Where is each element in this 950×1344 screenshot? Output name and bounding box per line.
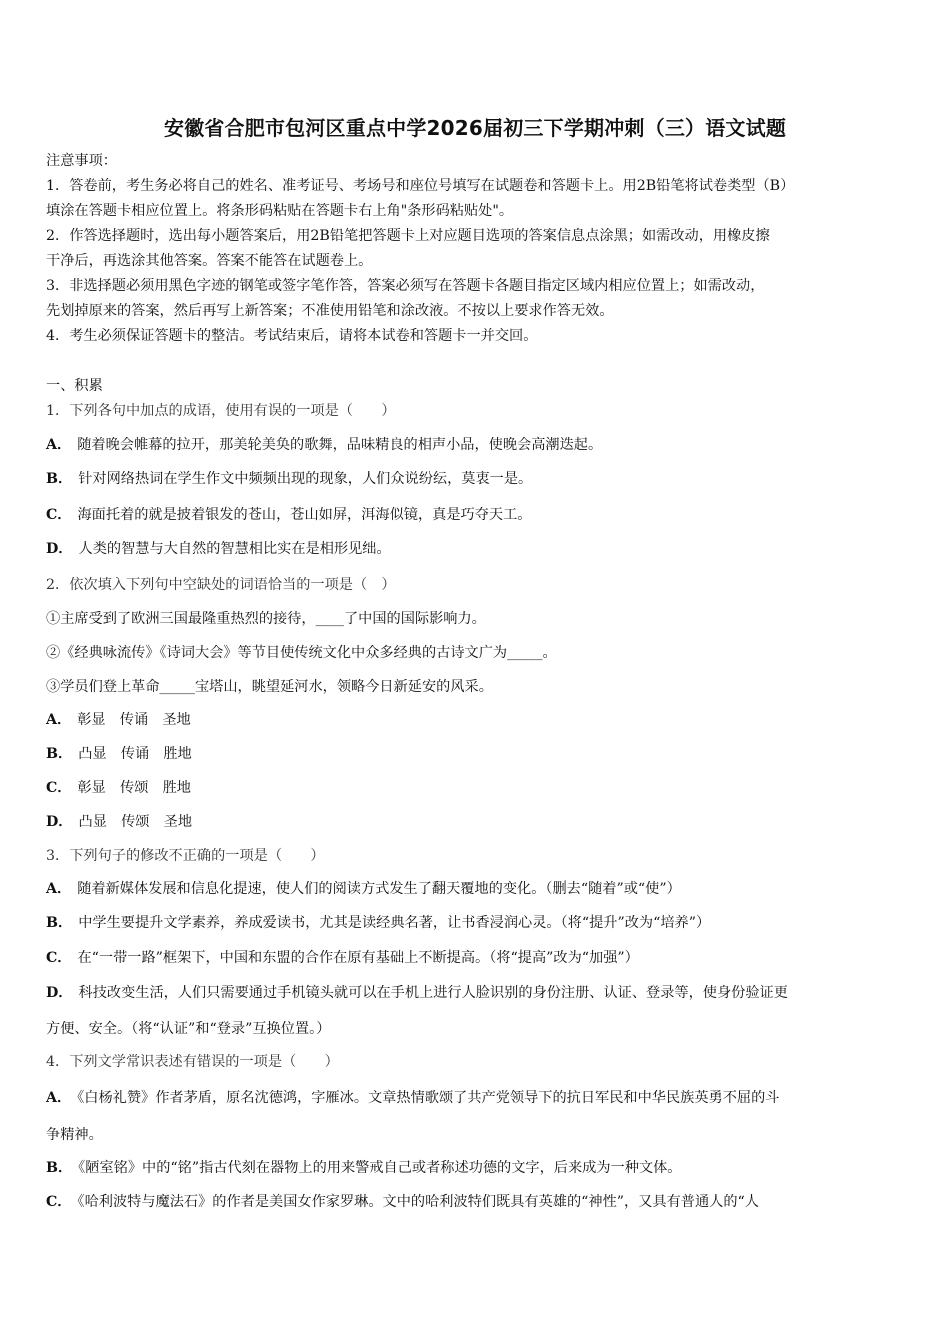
option-label: B． [46,915,73,931]
option-label: C． [46,780,72,796]
question-4-option-a [46,1088,779,1108]
question-3-option-d [46,983,788,1003]
option-label: A． [46,1090,72,1106]
option-text: 海面托着的就是披着银发的苍山，苍山如屏，洱海似镜，真是巧夺天工。 [77,507,532,523]
option-text: 凸显 传诵 胜地 [78,746,192,762]
question-2-sentence-2: ②《经典咏流传》《诗词大会》等节目使传统文化中众多经典的古诗文广为_____。 [46,645,557,661]
option-text: 科技改变生活，人们只需要通过手机镜头就可以在手机上进行人脸识别的身份注册、认证、登录等，使身份验证更 [78,985,788,1001]
option-label: C． [46,1194,72,1210]
notice-line: 1．答卷前，考生务必将自己的姓名、准考证号、考场号和座位号填写在试题卷和答题卡上。用2B铅笔将试卷类型（B） [46,178,795,194]
question-2-option-b [46,744,192,764]
section-heading: 一、积累 [46,378,103,394]
option-text: 彰显 传诵 圣地 [77,712,191,728]
option-text: 在“一带一路”框架下，中国和东盟的合作在原有基础上不断提高。（将“提高”改为“加强”） [77,950,639,966]
option-label: B． [46,746,73,762]
option-text: 彰显 传颂 胜地 [77,780,191,796]
option-text: 《陋室铭》中的“铭”指古代刻在器物上的用来警戒自己或者称述功德的文字，后来成为一种文体。 [78,1160,682,1176]
question-1-option-a [46,435,602,455]
question-2-sentence-3: ③学员们登上革命_____宝塔山，眺望延河水，领略今日新延安的风采。 [46,679,493,695]
question-2-option-c [46,778,191,798]
question-3-option-c [46,948,639,968]
question-2-option-d [46,812,192,832]
option-label: A． [46,712,72,728]
question-2-sentence-1: ①主席受到了欧洲三国最隆重热烈的接待，____了中国的国际影响力。 [46,611,486,627]
option-text: 《哈利波特与魔法石》的作者是美国女作家罗琳。文中的哈利波特们既具有英雄的“神性”，又具有普通人的“人 [77,1194,759,1210]
option-text: 《白杨礼赞》作者茅盾，原名沈德鸿，字雁冰。文章热情歌颂了共产党领导下的抗日军民和中华民族英勇不屈的斗 [77,1090,780,1106]
option-label: C． [46,950,72,966]
option-label: C． [46,507,72,523]
option-text: 随着新媒体发展和信息化提速，使人们的阅读方式发生了翻天覆地的变化。（删去“随着”或“使”） [77,881,681,897]
question-1-option-c [46,505,532,525]
option-text: 随着晚会帷幕的拉开，那美轮美奂的歌舞，品味精良的相声小品，使晚会高潮迭起。 [77,437,603,453]
option-label: A． [46,881,72,897]
question-4-option-a-continued: 争精神。 [46,1127,103,1143]
question-3-option-d-continued: 方便、安全。（将“认证”和“登录”互换位置。） [46,1021,331,1037]
notice-line: 4．考生必须保证答题卡的整洁。考试结束后，请将本试卷和答题卡一并交回。 [46,328,538,344]
notice-line: 填涂在答题卡相应位置上。将条形码粘贴在答题卡右上角"条形码粘贴处"。 [46,203,514,219]
question-3-option-a [46,879,681,899]
question-3-option-b [46,913,710,933]
question-2-stem: 2．依次填入下列句中空缺处的词语恰当的一项是（ ） [46,577,396,593]
question-3-stem: 3．下列句子的修改不正确的一项是（ ） [46,848,325,864]
option-text: 人类的智慧与大自然的智慧相比实在是相形见绌。 [78,541,391,557]
notice-line: 3．非选择题必须用黑色字迹的钢笔或签字笔作答，答案必须写在答题卡各题目指定区域内相应位置上；如需改动， [46,278,765,294]
question-4-option-c [46,1192,759,1212]
option-label: A． [46,437,72,453]
question-4-option-b [46,1158,681,1178]
notice-line: 先划掉原来的答案，然后再写上新答案；不准使用铅笔和涂改液。不按以上要求作答无效。 [46,303,614,319]
option-label: D． [46,814,73,830]
question-1-stem: 1．下列各句中加点的成语，使用有误的一项是（ ） [46,403,396,419]
question-2-option-a [46,710,191,730]
notice-line: 2．作答选择题时，选出每小题答案后，用2B铅笔把答题卡上对应题目选项的答案信息点涂黑；如需改动，用橡皮擦 [46,228,770,244]
question-4-stem: 4．下列文学常识表述有错误的一项是（ ） [46,1054,339,1070]
option-text: 针对网络热词在学生作文中频频出现的现象，人们众说纷纭，莫衷一是。 [78,471,533,487]
question-1-option-b [46,469,532,489]
question-1-option-d [46,539,391,559]
notice-heading: 注意事项： [46,153,117,169]
option-label: D． [46,541,73,557]
exam-title: 安徽省合肥市包河区重点中学2026届初三下学期冲刺（三）语文试题 [163,116,787,140]
option-text: 凸显 传颂 圣地 [78,814,193,830]
option-label: B． [46,471,73,487]
option-text: 中学生要提升文学素养，养成爱读书，尤其是读经典名著，让书香浸润心灵。（将“提升”改为“培养”） [78,915,711,931]
option-label: B． [46,1160,73,1176]
notice-line: 干净后，再选涂其他答案。答案不能答在试题卷上。 [46,253,373,269]
option-label: D． [46,985,73,1001]
